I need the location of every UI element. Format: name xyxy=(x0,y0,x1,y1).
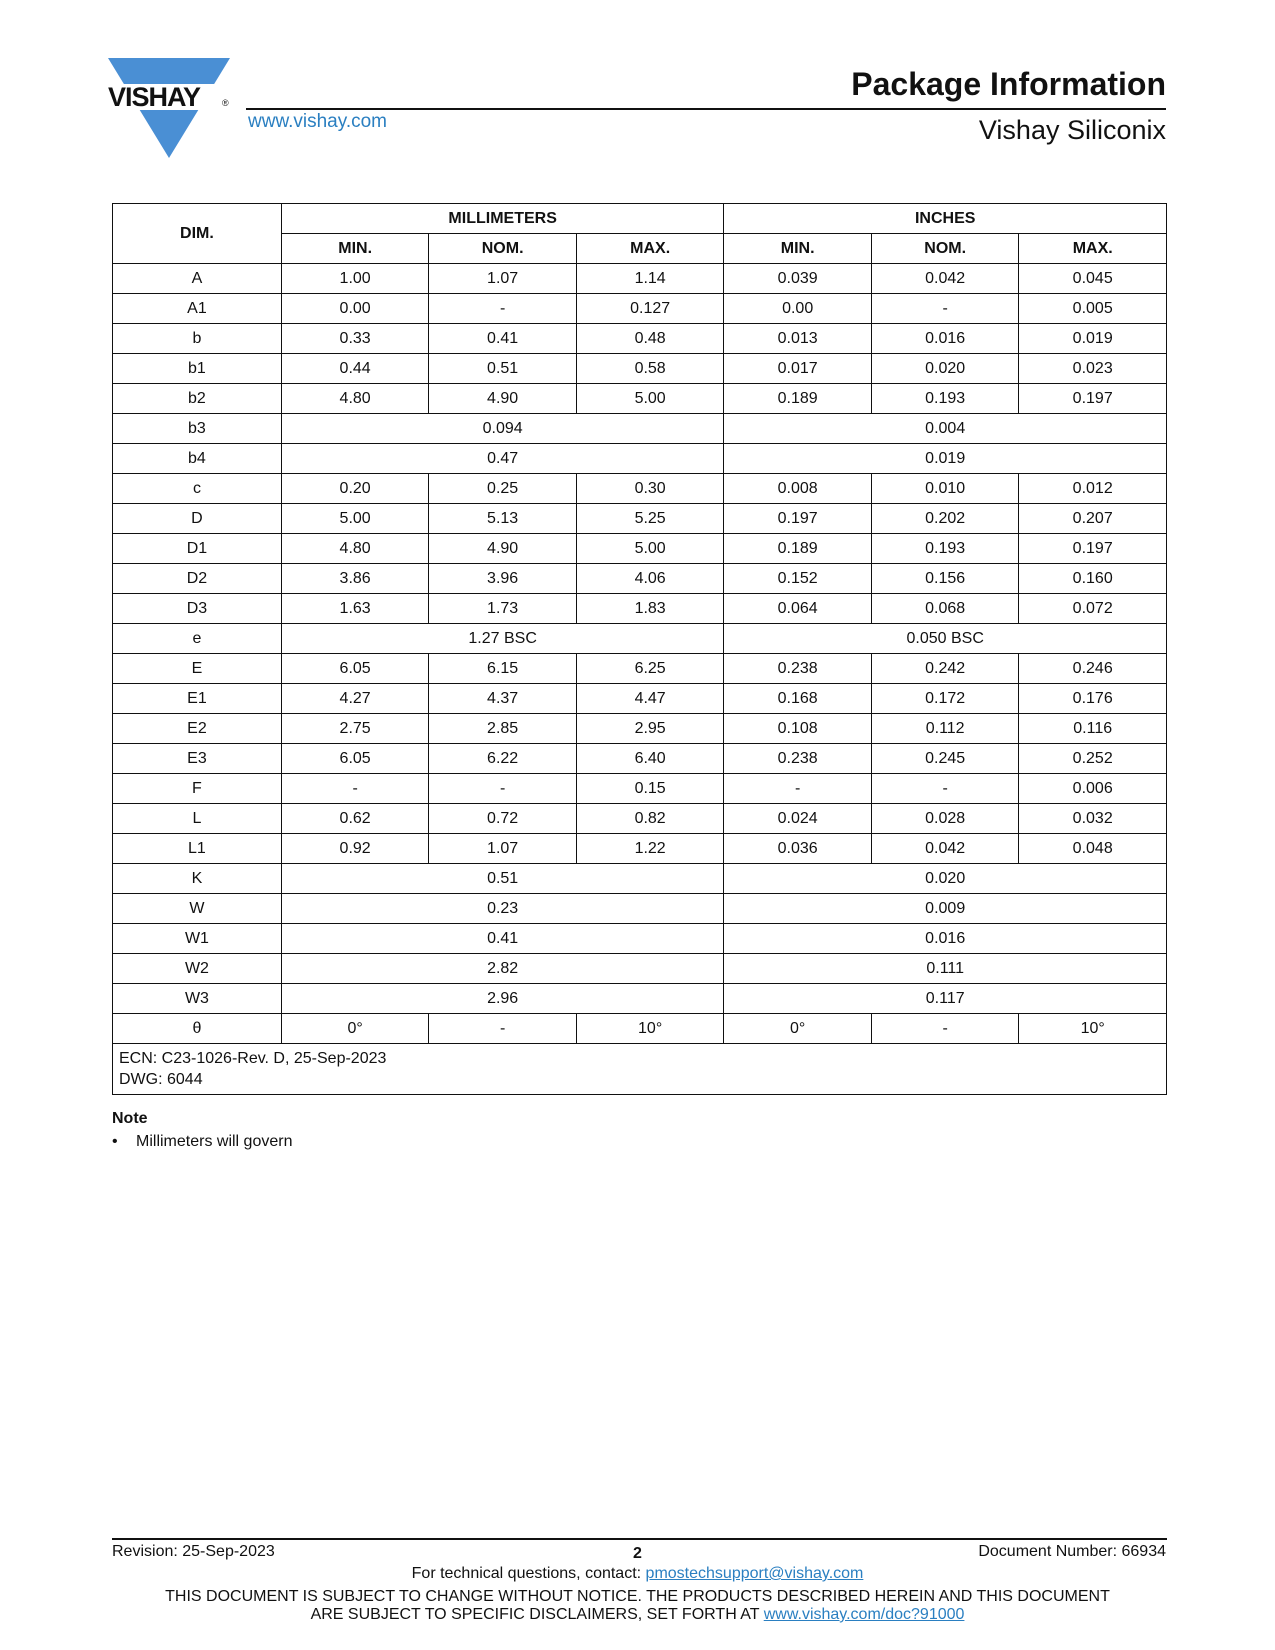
in-min-cell: 0.189 xyxy=(724,384,872,414)
in-nom-cell: 0.202 xyxy=(871,504,1019,534)
in-max-cell: 0.116 xyxy=(1019,714,1167,744)
in-value-cell: 0.009 xyxy=(724,894,1167,924)
mm-nom-cell: 0.51 xyxy=(429,354,577,384)
dim-cell: W xyxy=(113,894,282,924)
mm-max-cell: 1.14 xyxy=(576,264,724,294)
mm-max-cell: 0.58 xyxy=(576,354,724,384)
table-row xyxy=(113,954,1167,984)
in-value-cell: 0.019 xyxy=(724,444,1167,474)
contact-email-link[interactable]: pmostechsupport@vishay.com xyxy=(645,1565,864,1582)
in-max-cell: 0.005 xyxy=(1019,294,1167,324)
disclaimer-line-2-text: ARE SUBJECT TO SPECIFIC DISCLAIMERS, SET FORTH AT xyxy=(310,1606,764,1623)
mm-value-cell: 0.23 xyxy=(281,894,724,924)
in-value-cell: 0.050 BSC xyxy=(724,624,1167,654)
dim-cell: L xyxy=(113,804,282,834)
mm-max-cell: 5.25 xyxy=(576,504,724,534)
in-nom-cell: 0.028 xyxy=(871,804,1019,834)
in-nom-cell: 0.193 xyxy=(871,384,1019,414)
dim-cell: c xyxy=(113,474,282,504)
mm-min-cell: 0.62 xyxy=(281,804,429,834)
mm-min-cell: 6.05 xyxy=(281,654,429,684)
document-number: Document Number: 66934 xyxy=(978,1543,1166,1560)
in-max-cell: 0.160 xyxy=(1019,564,1167,594)
contact-line xyxy=(0,1565,1275,1583)
in-min-cell: 0.008 xyxy=(724,474,872,504)
mm-nom-cell: - xyxy=(429,294,577,324)
mm-nom-cell: 5.13 xyxy=(429,504,577,534)
dim-cell: D xyxy=(113,504,282,534)
mm-nom-cell: 2.85 xyxy=(429,714,577,744)
in-min-cell: 0.064 xyxy=(724,594,872,624)
mm-min-cell: 0.92 xyxy=(281,834,429,864)
table-row xyxy=(113,684,1167,714)
in-value-cell: 0.117 xyxy=(724,984,1167,1014)
table-row xyxy=(113,834,1167,864)
inches-header: INCHES xyxy=(724,204,1167,234)
table-row xyxy=(113,564,1167,594)
dim-cell: E3 xyxy=(113,744,282,774)
in-min-cell: 0.238 xyxy=(724,744,872,774)
contact-prefix: For technical questions, contact: xyxy=(411,1565,646,1582)
in-min-cell: 0° xyxy=(724,1014,872,1044)
mm-value-cell: 0.094 xyxy=(281,414,724,444)
mm-min-cell: 1.00 xyxy=(281,264,429,294)
footer-rule xyxy=(112,1538,1167,1540)
mm-max-cell: 10° xyxy=(576,1014,724,1044)
table-row xyxy=(113,864,1167,894)
table-row xyxy=(113,414,1167,444)
table-row xyxy=(113,654,1167,684)
in-nom-cell: - xyxy=(871,1014,1019,1044)
dim-cell: W2 xyxy=(113,954,282,984)
mm-min-cell: 4.80 xyxy=(281,384,429,414)
in-max-cell: 0.197 xyxy=(1019,384,1167,414)
mm-value-cell: 1.27 BSC xyxy=(281,624,724,654)
millimeters-header: MILLIMETERS xyxy=(281,204,724,234)
mm-nom-cell: 6.15 xyxy=(429,654,577,684)
in-nom-cell: 0.042 xyxy=(871,834,1019,864)
registered-mark: ® xyxy=(222,98,229,108)
disclaimer-link[interactable]: www.vishay.com/doc?91000 xyxy=(763,1606,965,1623)
dim-cell: K xyxy=(113,864,282,894)
table-row xyxy=(113,324,1167,354)
mm-nom-cell: 3.96 xyxy=(429,564,577,594)
table-row xyxy=(113,714,1167,744)
in-max-cell: 0.176 xyxy=(1019,684,1167,714)
ecn-cell xyxy=(113,1044,1167,1095)
mm-min-cell: 0.20 xyxy=(281,474,429,504)
mm-max-cell: 0.30 xyxy=(576,474,724,504)
in-min-cell: 0.168 xyxy=(724,684,872,714)
mm-nom-cell: - xyxy=(429,774,577,804)
in-min-cell: - xyxy=(724,774,872,804)
mm-value-cell: 0.47 xyxy=(281,444,724,474)
website-link[interactable]: www.vishay.com xyxy=(248,111,388,132)
dim-cell: E2 xyxy=(113,714,282,744)
disclaimer-line-2 xyxy=(0,1606,1275,1624)
dim-cell: b4 xyxy=(113,444,282,474)
in-value-cell: 0.016 xyxy=(724,924,1167,954)
dim-cell: b2 xyxy=(113,384,282,414)
mm-value-cell: 2.96 xyxy=(281,984,724,1014)
mm-max-cell: 4.06 xyxy=(576,564,724,594)
mm-min-cell: 0.33 xyxy=(281,324,429,354)
in-nom-cell: 0.156 xyxy=(871,564,1019,594)
in-max-cell: 0.019 xyxy=(1019,324,1167,354)
in-min-header: MIN. xyxy=(724,234,872,264)
disclaimer-line-1: THIS DOCUMENT IS SUBJECT TO CHANGE WITHOUT NOTICE. THE PRODUCTS DESCRIBED HEREIN AND THIS DOCUMENT xyxy=(165,1588,1110,1605)
mm-min-cell: 4.27 xyxy=(281,684,429,714)
bullet: • xyxy=(112,1133,118,1150)
in-min-cell: 0.00 xyxy=(724,294,872,324)
mm-max-cell: 0.48 xyxy=(576,324,724,354)
dim-cell: θ xyxy=(113,1014,282,1044)
in-nom-cell: 0.010 xyxy=(871,474,1019,504)
in-nom-cell: 0.172 xyxy=(871,684,1019,714)
table-row xyxy=(113,294,1167,324)
mm-nom-cell: 0.25 xyxy=(429,474,577,504)
mm-max-cell: 6.40 xyxy=(576,744,724,774)
dim-cell: W1 xyxy=(113,924,282,954)
table-row xyxy=(113,264,1167,294)
note-text: Millimeters will govern xyxy=(136,1133,293,1150)
mm-max-cell: 5.00 xyxy=(576,534,724,564)
mm-nom-cell: 6.22 xyxy=(429,744,577,774)
mm-min-cell: - xyxy=(281,774,429,804)
dim-cell: W3 xyxy=(113,984,282,1014)
in-max-cell: 0.252 xyxy=(1019,744,1167,774)
mm-nom-cell: 0.72 xyxy=(429,804,577,834)
dim-cell: F xyxy=(113,774,282,804)
table-row xyxy=(113,774,1167,804)
mm-nom-cell: 4.37 xyxy=(429,684,577,714)
mm-max-header: MAX. xyxy=(576,234,724,264)
mm-min-cell: 0.44 xyxy=(281,354,429,384)
in-nom-header: NOM. xyxy=(871,234,1019,264)
in-max-cell: 0.207 xyxy=(1019,504,1167,534)
table-row xyxy=(113,384,1167,414)
dim-cell: E1 xyxy=(113,684,282,714)
mm-min-cell: 0° xyxy=(281,1014,429,1044)
mm-nom-header: NOM. xyxy=(429,234,577,264)
in-nom-cell: 0.068 xyxy=(871,594,1019,624)
mm-nom-cell: 4.90 xyxy=(429,534,577,564)
mm-max-cell: 1.83 xyxy=(576,594,724,624)
vishay-logo xyxy=(108,58,230,158)
table-row xyxy=(113,744,1167,774)
mm-nom-cell: - xyxy=(429,1014,577,1044)
table-row xyxy=(113,984,1167,1014)
revision-date: Revision: 25-Sep-2023 xyxy=(112,1543,275,1560)
mm-min-cell: 0.00 xyxy=(281,294,429,324)
note-item xyxy=(112,1133,292,1151)
table-row xyxy=(113,924,1167,954)
in-min-cell: 0.238 xyxy=(724,654,872,684)
in-min-cell: 0.017 xyxy=(724,354,872,384)
mm-max-cell: 1.22 xyxy=(576,834,724,864)
ecn-row xyxy=(113,1044,1167,1095)
page-subtitle: Vishay Siliconix xyxy=(978,115,1166,145)
in-value-cell: 0.111 xyxy=(724,954,1167,984)
in-min-cell: 0.024 xyxy=(724,804,872,834)
in-nom-cell: - xyxy=(871,294,1019,324)
in-min-cell: 0.197 xyxy=(724,504,872,534)
dim-cell: L1 xyxy=(113,834,282,864)
note-title: Note xyxy=(112,1110,148,1127)
page-number: 2 xyxy=(633,1545,642,1562)
table-row xyxy=(113,894,1167,924)
dimensions-table xyxy=(112,203,1167,1095)
mm-min-cell: 4.80 xyxy=(281,534,429,564)
table-row xyxy=(113,1014,1167,1044)
mm-value-cell: 0.51 xyxy=(281,864,724,894)
table-row xyxy=(113,534,1167,564)
in-max-cell: 0.246 xyxy=(1019,654,1167,684)
in-nom-cell: 0.242 xyxy=(871,654,1019,684)
dim-header: DIM. xyxy=(113,204,282,264)
in-nom-cell: - xyxy=(871,774,1019,804)
mm-nom-cell: 1.07 xyxy=(429,834,577,864)
dwg-text: DWG: 6044 xyxy=(119,1071,203,1088)
dim-cell: b xyxy=(113,324,282,354)
table-row xyxy=(113,624,1167,654)
mm-min-cell: 5.00 xyxy=(281,504,429,534)
mm-max-cell: 2.95 xyxy=(576,714,724,744)
in-min-cell: 0.036 xyxy=(724,834,872,864)
in-max-cell: 0.006 xyxy=(1019,774,1167,804)
dim-cell: D1 xyxy=(113,534,282,564)
ecn-text: ECN: C23-1026-Rev. D, 25-Sep-2023 xyxy=(119,1050,387,1067)
in-min-cell: 0.152 xyxy=(724,564,872,594)
mm-min-cell: 2.75 xyxy=(281,714,429,744)
mm-value-cell: 2.82 xyxy=(281,954,724,984)
in-min-cell: 0.013 xyxy=(724,324,872,354)
dim-cell: D2 xyxy=(113,564,282,594)
dim-cell: A1 xyxy=(113,294,282,324)
dim-cell: A xyxy=(113,264,282,294)
mm-max-cell: 0.82 xyxy=(576,804,724,834)
in-nom-cell: 0.112 xyxy=(871,714,1019,744)
mm-nom-cell: 1.07 xyxy=(429,264,577,294)
table-row xyxy=(113,504,1167,534)
in-nom-cell: 0.193 xyxy=(871,534,1019,564)
in-nom-cell: 0.042 xyxy=(871,264,1019,294)
mm-max-cell: 6.25 xyxy=(576,654,724,684)
table-row xyxy=(113,804,1167,834)
mm-min-cell: 3.86 xyxy=(281,564,429,594)
in-max-cell: 0.023 xyxy=(1019,354,1167,384)
in-max-header: MAX. xyxy=(1019,234,1167,264)
header-rule xyxy=(246,108,1166,110)
table-row xyxy=(113,444,1167,474)
disclaimer xyxy=(0,1588,1275,1624)
mm-max-cell: 4.47 xyxy=(576,684,724,714)
mm-max-cell: 0.127 xyxy=(576,294,724,324)
mm-max-cell: 5.00 xyxy=(576,384,724,414)
in-max-cell: 0.048 xyxy=(1019,834,1167,864)
table-row xyxy=(113,354,1167,384)
dim-cell: D3 xyxy=(113,594,282,624)
dimensions-body xyxy=(113,264,1167,1044)
in-value-cell: 0.004 xyxy=(724,414,1167,444)
in-min-cell: 0.039 xyxy=(724,264,872,294)
logo-text: VISHAY xyxy=(108,82,201,112)
in-max-cell: 0.032 xyxy=(1019,804,1167,834)
mm-min-cell: 6.05 xyxy=(281,744,429,774)
dim-cell: e xyxy=(113,624,282,654)
dim-cell: b3 xyxy=(113,414,282,444)
mm-min-cell: 1.63 xyxy=(281,594,429,624)
mm-value-cell: 0.41 xyxy=(281,924,724,954)
in-max-cell: 10° xyxy=(1019,1014,1167,1044)
table-row xyxy=(113,474,1167,504)
mm-nom-cell: 0.41 xyxy=(429,324,577,354)
in-nom-cell: 0.245 xyxy=(871,744,1019,774)
in-value-cell: 0.020 xyxy=(724,864,1167,894)
in-min-cell: 0.189 xyxy=(724,534,872,564)
page-title: Package Information xyxy=(851,66,1166,102)
dim-cell: b1 xyxy=(113,354,282,384)
in-nom-cell: 0.020 xyxy=(871,354,1019,384)
in-max-cell: 0.012 xyxy=(1019,474,1167,504)
mm-nom-cell: 1.73 xyxy=(429,594,577,624)
table-row xyxy=(113,594,1167,624)
in-max-cell: 0.045 xyxy=(1019,264,1167,294)
dim-cell: E xyxy=(113,654,282,684)
mm-nom-cell: 4.90 xyxy=(429,384,577,414)
mm-max-cell: 0.15 xyxy=(576,774,724,804)
in-max-cell: 0.197 xyxy=(1019,534,1167,564)
in-nom-cell: 0.016 xyxy=(871,324,1019,354)
mm-min-header: MIN. xyxy=(281,234,429,264)
in-max-cell: 0.072 xyxy=(1019,594,1167,624)
in-min-cell: 0.108 xyxy=(724,714,872,744)
